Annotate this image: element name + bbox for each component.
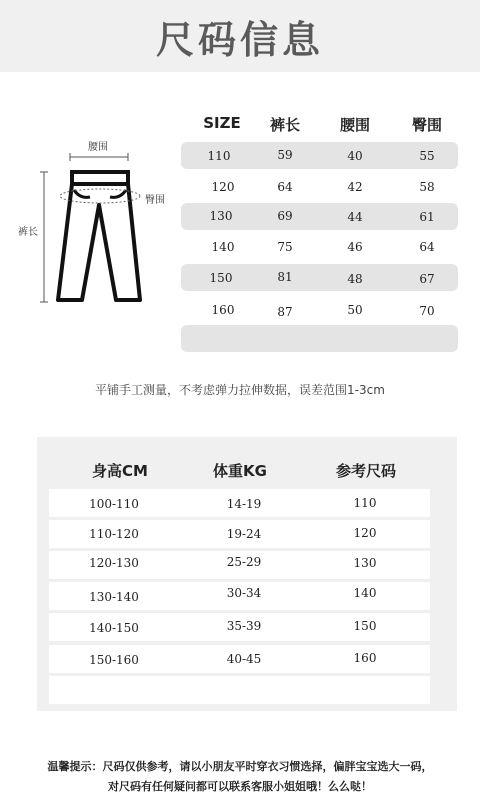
length-cell: 81	[277, 270, 293, 284]
table-row-empty	[49, 676, 430, 704]
size-header-hip: 臀围	[411, 116, 442, 134]
height-cell: 110-120	[89, 527, 139, 541]
size-cell: 130	[209, 209, 233, 223]
size-header-size: SIZE	[203, 114, 241, 132]
length-cell: 59	[277, 148, 293, 162]
weight-cell: 30-34	[226, 586, 262, 600]
height-cell: 150-160	[89, 653, 139, 667]
waist-cell: 50	[347, 303, 363, 317]
size-cell: 150	[209, 271, 233, 285]
length-label: 裤长	[18, 227, 38, 238]
waist-label: 腰围	[88, 142, 108, 153]
hip-cell: 58	[419, 180, 435, 194]
size-cell: 110	[353, 496, 377, 510]
size-cell: 160	[353, 651, 377, 665]
length-cell: 75	[277, 240, 293, 254]
size-cell: 120	[353, 526, 377, 540]
height-cell: 140-150	[89, 621, 139, 635]
hip-label: 臀围	[145, 195, 165, 206]
title-banner	[0, 0, 480, 72]
waist-cell: 42	[347, 180, 363, 194]
table-row	[49, 645, 430, 673]
weight-cell: 19-24	[226, 527, 262, 541]
waist-cell: 44	[347, 210, 363, 224]
size-cell: 120	[211, 180, 235, 194]
length-cell: 64	[277, 180, 293, 194]
weight-cell: 14-19	[226, 497, 262, 511]
waist-cell: 40	[347, 149, 363, 163]
table-row	[49, 551, 430, 579]
pants-icon	[14, 135, 174, 325]
weight-cell: 35-39	[226, 619, 262, 633]
table-row	[49, 582, 430, 610]
page-title: 尺码信息	[155, 17, 324, 62]
weight-cell: 40-45	[226, 652, 262, 666]
size-header-length: 裤长	[269, 116, 300, 134]
table-row	[49, 613, 430, 641]
waist-cell: 48	[347, 272, 363, 286]
height-cell: 120-130	[89, 556, 139, 570]
hip-cell: 70	[419, 304, 435, 318]
size-cell: 140	[211, 240, 235, 254]
size-cell: 110	[207, 149, 231, 163]
hip-cell: 64	[419, 240, 435, 254]
ref-size-header: 参考尺码	[335, 462, 396, 480]
size-header-waist: 腰围	[339, 116, 370, 134]
size-cell: 150	[353, 619, 377, 633]
weight-cell: 25-29	[226, 555, 262, 569]
waist-cell: 46	[347, 240, 363, 254]
measurement-note: 平铺手工测量，不考虑弹力拉伸数据，误差范围1-3cm	[95, 383, 385, 397]
size-cell: 130	[353, 556, 377, 570]
hip-cell: 61	[419, 210, 435, 224]
height-header: 身高CM	[92, 462, 148, 480]
tip-line-1: 温馨提示：尺码仅供参考，请以小朋友平时穿衣习惯选择，偏胖宝宝选大一码，	[47, 760, 433, 773]
table-row	[49, 489, 430, 517]
length-cell: 69	[277, 209, 293, 223]
length-cell: 87	[277, 305, 293, 319]
tip-line-2: 对尺码有任何疑问都可以联系客服小姐姐哦！么么哒！	[108, 780, 372, 793]
height-cell: 130-140	[89, 590, 139, 604]
size-cell: 140	[353, 586, 377, 600]
hip-cell: 67	[419, 272, 435, 286]
size-cell: 160	[211, 303, 235, 317]
hip-cell: 55	[419, 149, 435, 163]
height-cell: 100-110	[89, 497, 139, 511]
weight-header: 体重KG	[213, 462, 267, 480]
pants-diagram	[14, 135, 174, 325]
table-row	[49, 520, 430, 548]
table-row-band	[181, 325, 458, 352]
